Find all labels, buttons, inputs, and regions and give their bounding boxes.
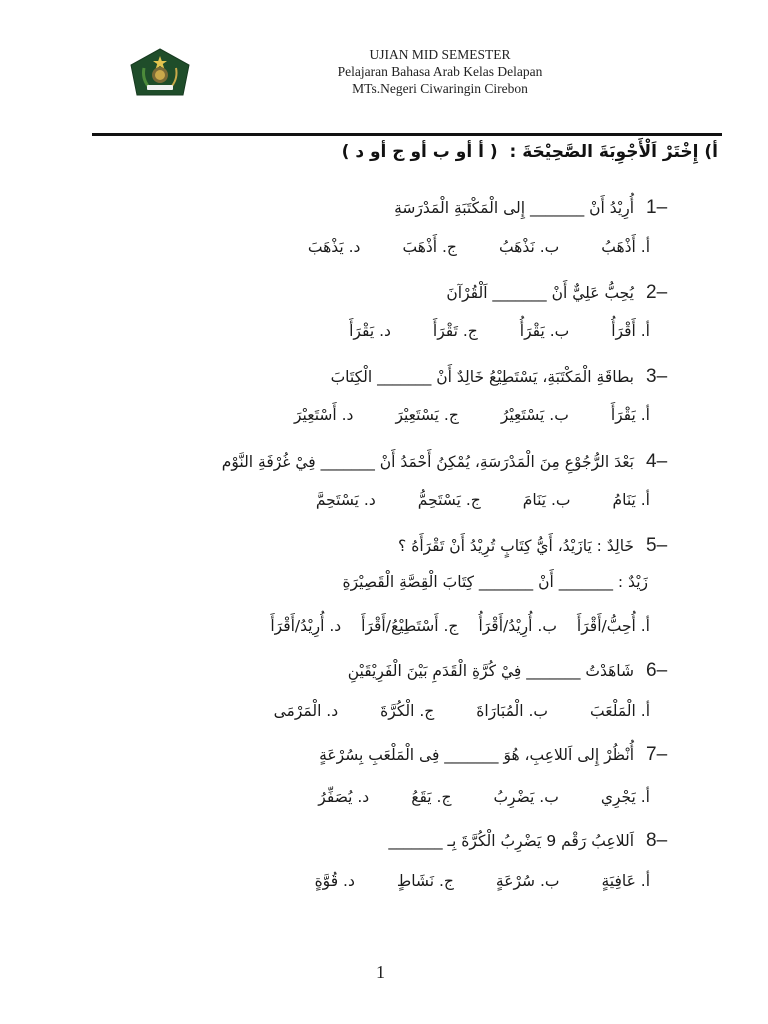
question-7 — [319, 744, 698, 766]
option-b[interactable]: ب. يَقْرَأُ — [519, 322, 570, 340]
option-c[interactable]: ج. أَسْتَطِيْعُ/أَقْرَأَ — [361, 617, 459, 635]
option-c[interactable]: ج. أَذْهَبَ — [402, 238, 457, 256]
question-text: بَعْدَ الرُّجُوْعِ مِنَ الْمَدْرَسَةِ، يُمْكِنُ أَحْمَدُ أَنْ _______ فِيْ غُرْفَةِ النَّوْم — [221, 453, 634, 471]
option-d[interactable]: د. يَقْرَأَ — [349, 322, 391, 340]
option-a[interactable]: أ. أُحِبُّ/أَقْرَأَ — [576, 617, 650, 635]
question-text: بطاقَةِ الْمَكْتَبَةِ، يَسْتَطِيْعُ خَالِدٌ أَنْ _______ الْكِتَابَ — [330, 368, 634, 386]
instruction-choices: ( أ أو ب أو ج أو د ) — [341, 142, 498, 162]
question-number: 3– — [646, 366, 668, 387]
instruction-label: أ) إِخْتَرْ اَلْأَجْوِبَةَ الصَّحِيْحَةَ : — [509, 142, 718, 162]
option-c[interactable]: ج. الْكُرَّةَ — [380, 702, 435, 720]
question-3 — [331, 366, 698, 388]
option-a[interactable]: أ. الْمَلْعَبَ — [590, 702, 650, 720]
question-5-answer-line: زَيْدٌ : _______ أَنْ _______ كِتَابَ الْقِصَّةِ الْقَصِيْرَةِ — [342, 573, 648, 591]
section-instruction — [342, 142, 718, 162]
option-b[interactable]: ب. أُرِيْدُ/أَقْرَأُ — [478, 617, 557, 635]
question-7-options — [276, 788, 650, 806]
question-4 — [222, 451, 698, 473]
question-text: يُحِبُّ عَلِيٌّ أَنْ _______ اَلْقُرْآنَ — [446, 284, 634, 302]
question-6 — [348, 660, 698, 682]
page-number: 1 — [376, 962, 385, 982]
header-divider — [92, 133, 722, 136]
option-d[interactable]: د. قُوَّةٍ — [314, 872, 355, 890]
option-b[interactable]: ب. يَنَامَ — [522, 491, 571, 509]
option-c[interactable]: ج. يَسْتَعِيْرَ — [395, 406, 459, 424]
question-text: أُرِيْدُ أَنْ _______ إِلى الْمَكْتَبَةِ الْمَدْرَسَةِ — [394, 199, 634, 217]
option-c[interactable]: ج. يَسْتَحِمُّ — [417, 491, 481, 509]
question-number: 6– — [646, 660, 668, 681]
question-text: أُنْظُرْ إِلى اَللاعِبِ، هُوَ _______ فِى الْمَلْعَبِ بِسُرْعَةٍ — [319, 746, 634, 764]
question-2-options — [307, 322, 650, 340]
exam-subject: Pelajaran Bahasa Arab Kelas Delapan — [337, 64, 543, 79]
option-d[interactable]: د. يَسْتَحِمَّ — [315, 491, 376, 509]
question-8-options — [273, 872, 650, 890]
option-a[interactable]: أ. أَذْهَبُ — [601, 238, 650, 256]
question-5 — [398, 535, 698, 557]
question-text: خَالِدٌ : يَازَيْدُ، أَيُّ كِتَابٍ تُرِيْدُ أَنْ تَقْرَأَهُ ؟ — [398, 537, 634, 555]
question-4-options — [274, 491, 650, 509]
option-c[interactable]: ج. نَشَاطٍ — [396, 872, 454, 890]
option-b[interactable]: ب. يَسْتَعِيْرُ — [500, 406, 569, 424]
question-text: شَاهَدْتُ _______ فِيْ كُرَّةِ الْقَدَمِ بَيْنَ الْفَرِيْقَيْنِ — [347, 662, 634, 680]
question-number: 1– — [646, 197, 668, 218]
question-number: 5– — [646, 535, 668, 556]
ministry-emblem-icon — [130, 48, 190, 96]
question-number: 7– — [646, 744, 668, 765]
option-d[interactable]: د. يُصَفِّرُ — [318, 788, 370, 806]
option-c[interactable]: ج. تَقْرَأَ — [432, 322, 478, 340]
option-d[interactable]: د. أُرِيْدُ/أَقْرَأَ — [270, 617, 342, 635]
exam-header — [270, 46, 610, 97]
question-8 — [388, 830, 698, 852]
question-2 — [446, 282, 698, 304]
question-number: 8– — [646, 830, 668, 851]
option-b[interactable]: ب. نَذْهَبُ — [498, 238, 560, 256]
option-d[interactable]: د. أَسْتَعِيْرَ — [294, 406, 354, 424]
question-5-options — [250, 617, 650, 635]
option-a[interactable]: أ. عَافِيَةٍ — [601, 872, 650, 890]
option-b[interactable]: ب. سُرْعَةٍ — [495, 872, 560, 890]
question-6-options — [232, 702, 650, 720]
question-3-options — [252, 406, 650, 424]
option-a[interactable]: أ. يَجْرِي — [600, 788, 650, 806]
exam-title: UJIAN MID SEMESTER — [369, 47, 511, 62]
option-a[interactable]: أ. أَقْرَأُ — [611, 322, 650, 340]
question-text: اَللاعِبُ رَقْم 9 يَضْرِبُ الْكُرَّةَ بِـ _______ — [388, 832, 634, 850]
option-a[interactable]: أ. يَقْرَأَ — [610, 406, 650, 424]
option-c[interactable]: ج. يَقَعُ — [411, 788, 452, 806]
option-b[interactable]: ب. يَضْرِبُ — [493, 788, 559, 806]
question-number: 4– — [646, 451, 668, 472]
question-1 — [394, 197, 698, 219]
option-b[interactable]: ب. الْمُبَارَاةَ — [476, 702, 549, 720]
option-d[interactable]: د. يَذْهَبَ — [307, 238, 361, 256]
question-number: 2– — [646, 282, 668, 303]
question-1-options — [266, 238, 650, 256]
option-a[interactable]: أ. يَنَامُ — [612, 491, 650, 509]
option-d[interactable]: د. الْمَرْمَى — [273, 702, 339, 720]
school-name: MTs.Negeri Ciwaringin Cirebon — [352, 81, 528, 96]
